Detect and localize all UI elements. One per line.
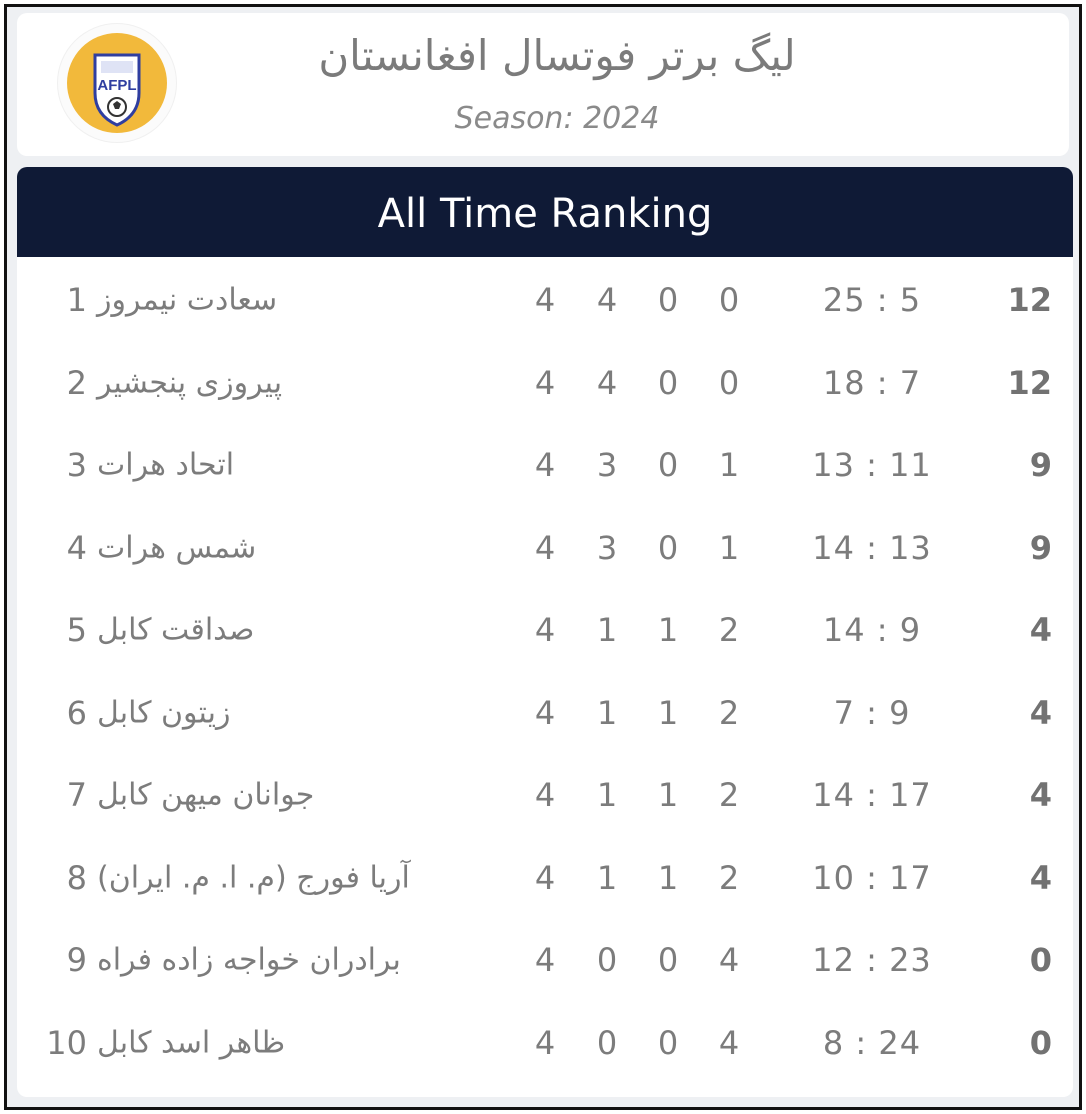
won-cell: 0 [596, 1023, 618, 1062]
draw-cell: 0 [657, 941, 679, 980]
team-cell: شمس هرات [97, 530, 257, 566]
rank-cell: 10 [46, 1023, 87, 1062]
goals-cell: 14 : 17 [812, 776, 932, 815]
played-cell: 4 [534, 693, 556, 732]
points-cell: 12 [1007, 281, 1052, 320]
rank-cell: 5 [66, 611, 87, 650]
won-cell: 1 [596, 611, 618, 650]
table-row[interactable] [17, 754, 1073, 837]
team-cell: پیروزی پنجشیر [97, 365, 283, 401]
draw-cell: 0 [657, 363, 679, 402]
team-cell: صداقت کابل [97, 612, 255, 648]
standings-table [17, 259, 1073, 1084]
points-cell: 9 [1029, 446, 1052, 485]
played-cell: 4 [534, 446, 556, 485]
won-cell: 1 [596, 858, 618, 897]
draw-cell: 1 [657, 693, 679, 732]
table-row[interactable] [17, 1002, 1073, 1085]
points-cell: 4 [1029, 858, 1052, 897]
goals-cell: 10 : 17 [812, 858, 932, 897]
played-cell: 4 [534, 281, 556, 320]
league-logo [57, 23, 177, 143]
draw-cell: 0 [657, 446, 679, 485]
won-cell: 1 [596, 693, 618, 732]
played-cell: 4 [534, 611, 556, 650]
league-header [17, 13, 1069, 156]
lost-cell: 1 [718, 528, 740, 567]
rank-cell: 8 [66, 858, 87, 897]
points-cell: 12 [1007, 363, 1052, 402]
rank-cell: 4 [66, 528, 87, 567]
played-cell: 4 [534, 1023, 556, 1062]
points-cell: 4 [1029, 611, 1052, 650]
lost-cell: 0 [718, 281, 740, 320]
goals-cell: 7 : 9 [833, 693, 911, 732]
table-row[interactable] [17, 424, 1073, 507]
rank-cell: 3 [66, 446, 87, 485]
team-cell: زیتون کابل [97, 695, 231, 731]
league-title: لیگ برتر فوتسال افغانستان [318, 31, 796, 80]
won-cell: 4 [596, 363, 618, 402]
played-cell: 4 [534, 776, 556, 815]
table-row[interactable] [17, 507, 1073, 590]
lost-cell: 4 [718, 941, 740, 980]
team-cell: سعادت نیمروز [97, 282, 278, 318]
won-cell: 4 [596, 281, 618, 320]
goals-cell: 14 : 13 [812, 528, 932, 567]
rank-cell: 1 [66, 281, 87, 320]
table-row[interactable] [17, 919, 1073, 1002]
lost-cell: 2 [718, 693, 740, 732]
standings-card [17, 167, 1073, 1097]
rank-cell: 2 [66, 363, 87, 402]
draw-cell: 0 [657, 281, 679, 320]
lost-cell: 2 [718, 611, 740, 650]
points-cell: 4 [1029, 693, 1052, 732]
table-row[interactable] [17, 342, 1073, 425]
goals-cell: 12 : 23 [812, 941, 932, 980]
season-label: Season: 2024 [454, 101, 660, 136]
team-cell: جوانان میهن کابل [97, 777, 315, 813]
goals-cell: 14 : 9 [822, 611, 922, 650]
lost-cell: 4 [718, 1023, 740, 1062]
team-cell: برادران خواجه زاده فراه [97, 942, 401, 978]
lost-cell: 0 [718, 363, 740, 402]
played-cell: 4 [534, 858, 556, 897]
goals-cell: 13 : 11 [812, 446, 932, 485]
rank-cell: 9 [66, 941, 87, 980]
goals-cell: 18 : 7 [822, 363, 922, 402]
goals-cell: 25 : 5 [822, 281, 922, 320]
logo-text: AFPL [97, 77, 137, 94]
points-cell: 0 [1029, 941, 1052, 980]
played-cell: 4 [534, 528, 556, 567]
team-cell: اتحاد هرات [97, 447, 235, 483]
table-row[interactable] [17, 672, 1073, 755]
points-cell: 4 [1029, 776, 1052, 815]
team-cell: ظاهر اسد کابل [97, 1025, 286, 1061]
points-cell: 9 [1029, 528, 1052, 567]
lost-cell: 1 [718, 446, 740, 485]
table-row[interactable] [17, 589, 1073, 672]
rank-cell: 6 [66, 693, 87, 732]
app-frame [4, 4, 1082, 1110]
table-row[interactable] [17, 259, 1073, 342]
draw-cell: 0 [657, 528, 679, 567]
team-cell: آریا فورج (م. ا. م. ایران) [97, 860, 410, 896]
won-cell: 0 [596, 941, 618, 980]
won-cell: 1 [596, 776, 618, 815]
draw-cell: 1 [657, 611, 679, 650]
draw-cell: 1 [657, 776, 679, 815]
played-cell: 4 [534, 941, 556, 980]
points-cell: 0 [1029, 1023, 1052, 1062]
won-cell: 3 [596, 446, 618, 485]
draw-cell: 0 [657, 1023, 679, 1062]
rank-cell: 7 [66, 776, 87, 815]
draw-cell: 1 [657, 858, 679, 897]
lost-cell: 2 [718, 858, 740, 897]
goals-cell: 8 : 24 [822, 1023, 922, 1062]
ranking-banner: All Time Ranking [17, 167, 1073, 257]
lost-cell: 2 [718, 776, 740, 815]
played-cell: 4 [534, 363, 556, 402]
won-cell: 3 [596, 528, 618, 567]
afpl-logo-icon [57, 23, 177, 143]
table-row[interactable] [17, 837, 1073, 920]
